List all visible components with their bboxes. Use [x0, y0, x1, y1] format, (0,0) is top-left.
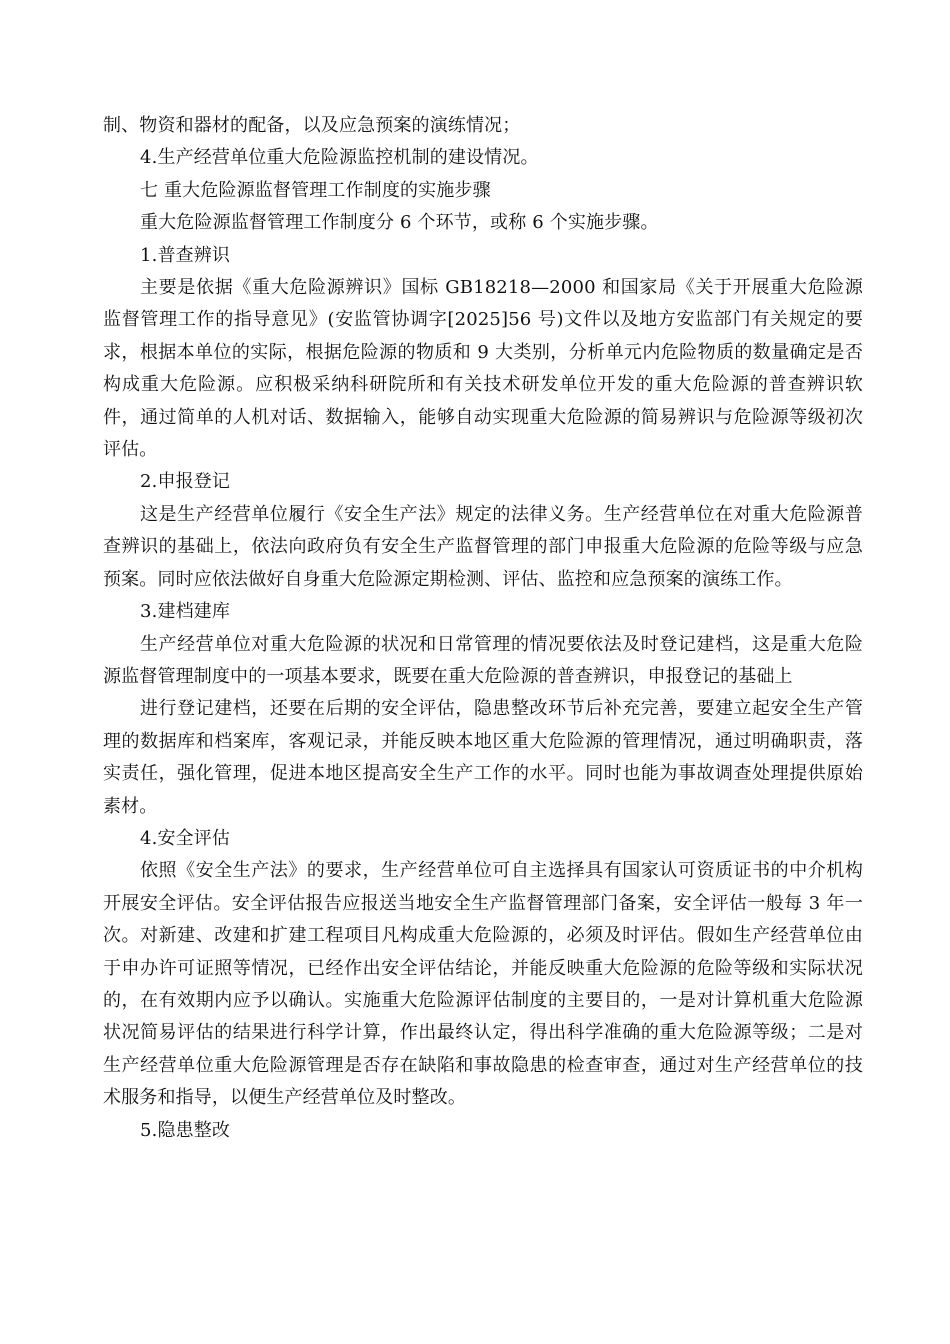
section-heading-7: 七 重大危险源监督管理工作制度的实施步骤	[140, 179, 491, 201]
paragraph-continuation: 制、物资和器材的配备，以及应急预案的演练情况；	[103, 115, 521, 136]
step-body-1: 主要是依据《重大危险源辨识》国标 GB18218—2000 和国家局《关于开展重大危险源监督管理工作的指导意见》(安监管协调字[2025]56 号)文件以及地方安监部门有关规定的要求，根据本单位的实际，根据危险源的物质和 9 大类别，分析单元内危险物质的数量确定是否构成重大危险源。应积极采纳科研院所和有关技术研发单位开发的重大危险源的普查辨识软件，通过简单的人机对话、数据输入，能够自动实现重大危险源的简易辨识与危险源等级初次评估。	[103, 277, 863, 461]
step-heading-4: 4.安全评估	[140, 827, 231, 849]
step-heading-3: 3.建档建库	[140, 601, 231, 623]
step-heading-5: 5.隐患整改	[140, 1119, 231, 1141]
step-body-3b: 进行登记建档，还要在后期的安全评估，隐患整改环节后补充完善，要建立起安全生产管理的数据库和档案库，客观记录，并能反映本地区重大危险源的管理情况，通过明确职责，落实责任，强化管理，促进本地区提高安全生产工作的水平。同时也能为事故调查处理提供原始素材。	[103, 698, 863, 817]
step-body-3a: 生产经营单位对重大危险源的状况和日常管理的情况要依法及时登记建档，这是重大危险源监督管理制度中的一项基本要求，既要在重大危险源的普查辨识，申报登记的基础上	[103, 633, 863, 687]
step-heading-2: 2.申报登记	[140, 471, 231, 493]
step-body-2: 这是生产经营单位履行《安全生产法》规定的法律义务。生产经营单位在对重大危险源普查辨识的基础上，依法向政府负有安全生产监督管理的部门申报重大危险源的危险等级与应急预案。同时应依法做好自身重大危险源定期检测、评估、监控和应急预案的演练工作。	[103, 503, 863, 590]
list-item-4: 4.生产经营单位重大危险源监控机制的建设情况。	[140, 147, 539, 169]
step-heading-1: 1.普查辨识	[140, 244, 231, 266]
step-body-4: 依照《安全生产法》的要求，生产经营单位可自主选择具有国家认可资质证书的中介机构开展安全评估。安全评估报告应报送当地安全生产监督管理部门备案，安全评估一般每 3 年一次。对新建、改建和扩建工程项目凡构成重大危险源的，必须及时评估。假如生产经营单位由于申办许可证照等情况，已经作出安全评估结论，并能反映重大危险源的危险等级和实际状况的，在有效期内应予以确认。实施重大危险源评估制度的主要目的，一是对计算机重大危险源状况简易评估的结果进行科学计算，作出最终认定，得出科学准确的重大危险源等级；二是对生产经营单位重大危险源管理是否存在缺陷和事故隐患的检查审查，通过对生产经营单位的技术服务和指导，以便生产经营单位及时整改。	[103, 860, 863, 1109]
section-intro: 重大危险源监督管理工作制度分 6 个环节，或称 6 个实施步骤。	[140, 212, 659, 234]
document-body	[103, 110, 863, 1147]
